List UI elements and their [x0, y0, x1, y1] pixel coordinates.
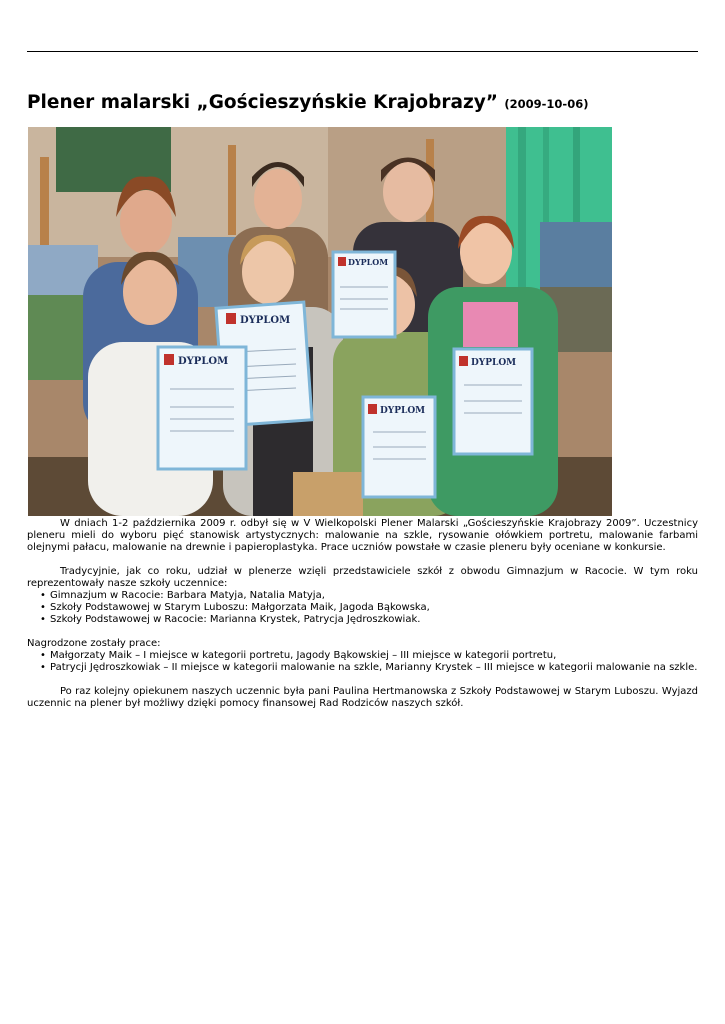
participants-list — [27, 590, 698, 626]
list-item: • Gimnazjum w Racocie: Barbara Matyja, Natalia Matyja, — [42, 590, 698, 602]
article-date: (2009-10-06) — [504, 97, 589, 111]
diploma-1-label: DYPLOM — [348, 257, 389, 267]
list-item: • Szkoły Podstawowej w Racocie: Marianna Krystek, Patrycja Jędroszkowiak. — [42, 614, 698, 626]
diploma-4 — [363, 397, 435, 497]
diploma-4-label: DYPLOM — [380, 406, 426, 416]
article-title — [27, 92, 588, 115]
diploma-3 — [158, 347, 246, 469]
list-item: • Małgorzaty Maik – I miejsce w kategorii portretu, Jagody Bąkowskiej – III miejsce w kategorii portretu, — [42, 650, 698, 662]
diploma-5-label: DYPLOM — [471, 358, 517, 368]
paragraph-intro: W dniach 1-2 października 2009 r. odbył się w V Wielkopolski Plener Malarski „Gościeszyńskie Krajobrazy 2009”. Uczestnicy pleneru mieli do wyboru pięć stanowisk artystycznych: malowanie na szkle, rysowanie ołówkiem portretu, malowanie farbami olejnymi pałacu, malowanie na drewnie i papieroplastyka. Prace uczniów powstałe w czasie pleneru były oceniane w konkursie. — [27, 518, 698, 553]
paragraph-participants: Tradycyjnie, jak co roku, udział w plenerze wzięli przedstawiciele szkół z obwodu Gimnazjum w Racocie. W tym roku reprezentowały nasze szkoły uczennice: — [27, 566, 698, 589]
group-photo — [28, 127, 612, 516]
list-item: • Szkoły Podstawowej w Starym Luboszu: Małgorzata Maik, Jagoda Bąkowska, — [42, 602, 698, 614]
list-item: • Patrycji Jędroszkowiak – II miejsce w kategorii malowanie na szkle, Marianny Krystek – III miejsce w kategorii malowanie na szkle. — [42, 662, 698, 674]
awards-list — [27, 650, 698, 674]
paragraph-gap — [27, 674, 698, 686]
article-body — [27, 518, 698, 710]
diploma-1 — [333, 252, 395, 337]
paragraph-awards-heading: Nagrodzone zostały prace: — [27, 638, 161, 649]
diploma-2-label: DYPLOM — [240, 315, 291, 326]
diploma-3-label: DYPLOM — [178, 356, 229, 367]
paragraph-gap — [27, 626, 698, 638]
diploma-5 — [454, 349, 532, 454]
header-rule — [27, 51, 698, 52]
paragraph-gap — [27, 554, 698, 566]
article-title-text: Plener malarski „Gościeszyńskie Krajobrazy” — [27, 92, 498, 113]
paragraph-closing: Po raz kolejny opiekunem naszych uczennic była pani Paulina Hertmanowska z Szkoły Podstawowej w Starym Luboszu. Wyjazd uczennic na plener był możliwy dzięki pomocy finansowej Rad Rodziców naszych szkół. — [27, 686, 698, 709]
